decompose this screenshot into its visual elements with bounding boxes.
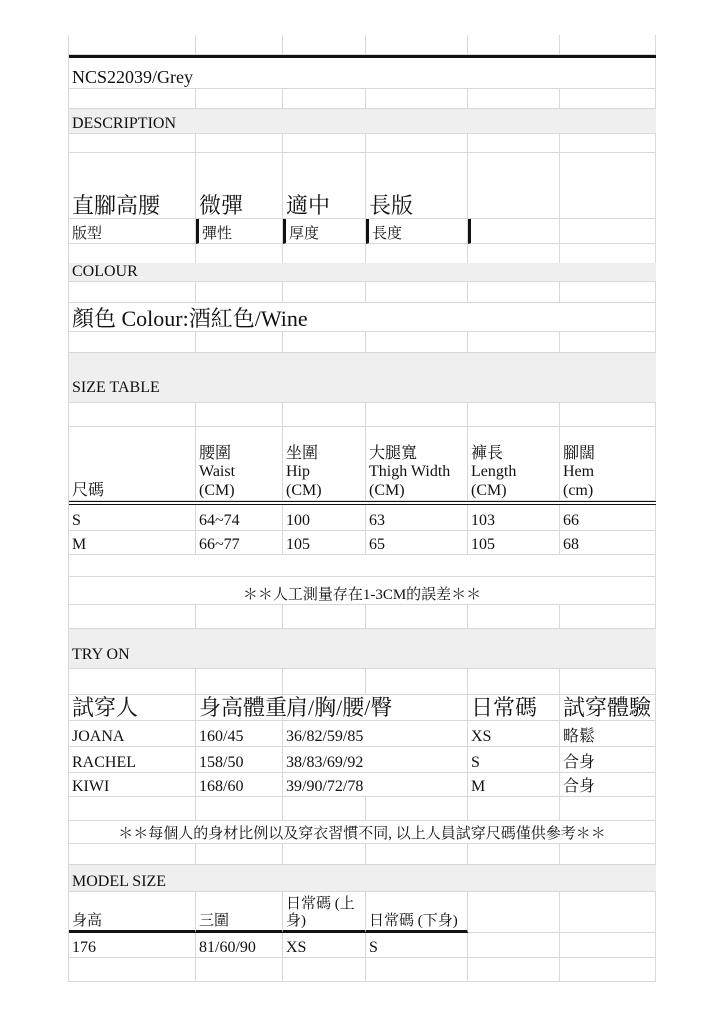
cell: 158/50	[196, 747, 283, 773]
col-hip	[283, 427, 366, 501]
header-cell: 身高體重	[196, 695, 283, 721]
spec-sheet	[68, 35, 656, 982]
cell: 100	[283, 505, 366, 531]
col-unit: (CM)	[286, 481, 322, 499]
header-cell: 三圍	[196, 892, 283, 933]
header-cell: 肩/胸/腰/臀	[283, 695, 468, 721]
cell: 合身	[560, 773, 656, 797]
fit-label: 版型	[69, 219, 196, 244]
header-cell: 日常碼 (上身)	[283, 892, 366, 933]
col-label-zh: 大腿寬	[369, 444, 418, 462]
cell: 64~74	[196, 505, 283, 531]
cell: 38/83/69/92	[283, 747, 468, 773]
cell: 略鬆	[560, 721, 656, 747]
col-unit: (CM)	[369, 481, 405, 499]
col-hem	[560, 427, 656, 501]
table-row	[69, 933, 656, 958]
cell: XS	[283, 933, 366, 958]
cell: 66	[560, 505, 656, 531]
cell: 176	[69, 933, 196, 958]
header-cell: 試穿人	[69, 695, 196, 721]
header-cell: 日常碼	[468, 695, 560, 721]
product-code: NCS22039/Grey	[69, 58, 656, 89]
cell: 105	[468, 531, 560, 555]
table-row	[69, 773, 656, 797]
length-label: 長度	[366, 219, 468, 244]
cell: 68	[560, 531, 656, 555]
table-row	[69, 721, 656, 747]
cell: 81/60/90	[196, 933, 283, 958]
cell: 160/45	[196, 721, 283, 747]
model-size-heading: MODEL SIZE	[69, 865, 656, 892]
cell: M	[468, 773, 560, 797]
colour-heading: COLOUR	[69, 263, 656, 282]
cell: JOANA	[69, 721, 196, 747]
cell: S	[468, 747, 560, 773]
cell: 66~77	[196, 531, 283, 555]
col-label-en: Length	[471, 463, 517, 481]
col-waist	[196, 427, 283, 501]
cell: RACHEL	[69, 747, 196, 773]
col-label-zh: 腰圍	[199, 444, 232, 462]
thickness-label: 厚度	[283, 219, 366, 244]
cell: KIWI	[69, 773, 196, 797]
col-label-en: Hip	[286, 463, 310, 481]
colour-text: 顏色 Colour:酒紅色/Wine	[69, 303, 656, 332]
cell: 105	[283, 531, 366, 555]
col-length	[468, 427, 560, 501]
cell: S	[366, 933, 468, 958]
header-cell: 日常碼 (下身)	[366, 892, 468, 933]
col-label-zh: 褲長	[471, 444, 504, 462]
cell: 36/82/59/85	[283, 721, 468, 747]
try-on-heading: TRY ON	[69, 629, 656, 669]
header-cell: 試穿體驗	[560, 695, 656, 721]
col-unit: (CM)	[199, 481, 235, 499]
col-unit: (cm)	[563, 481, 594, 499]
cell: 39/90/72/78	[283, 773, 468, 797]
cell: 63	[366, 505, 468, 531]
try-on-note: ＊＊每個人的身材比例以及穿衣習慣不同, 以上人員試穿尺碼僅供參考＊＊	[69, 821, 656, 844]
col-label-zh: 腳闊	[563, 444, 596, 462]
blank-row	[69, 35, 656, 58]
size-note: ＊＊人工測量存在1-3CM的誤差＊＊	[69, 577, 656, 605]
col-label-zh: 坐圍	[286, 444, 319, 462]
table-row	[69, 505, 656, 531]
table-row	[69, 747, 656, 773]
cell: 65	[366, 531, 468, 555]
thickness-value: 適中	[283, 153, 366, 219]
stretch-value: 微彈	[196, 153, 283, 219]
col-thigh	[366, 427, 468, 501]
cell: 168/60	[196, 773, 283, 797]
size-table-heading: SIZE TABLE	[69, 353, 656, 403]
cell: M	[69, 531, 196, 555]
model-size-header	[69, 892, 656, 933]
size-table-header	[69, 427, 656, 505]
table-row	[69, 531, 656, 555]
col-label-en: Waist	[199, 463, 236, 481]
cell: XS	[468, 721, 560, 747]
cell: S	[69, 505, 196, 531]
description-heading: DESCRIPTION	[69, 109, 656, 134]
cell: 103	[468, 505, 560, 531]
fit-value: 直腳高腰	[69, 153, 196, 219]
col-label-en: Thigh Width	[369, 463, 451, 481]
length-value: 長版	[366, 153, 468, 219]
stretch-label: 彈性	[196, 219, 283, 244]
col-label-en: Hem	[563, 463, 595, 481]
col-unit: (CM)	[471, 481, 507, 499]
cell: 合身	[560, 747, 656, 773]
header-cell: 身高	[69, 892, 196, 933]
try-on-header	[69, 695, 656, 721]
size-label: 尺碼	[69, 427, 196, 501]
